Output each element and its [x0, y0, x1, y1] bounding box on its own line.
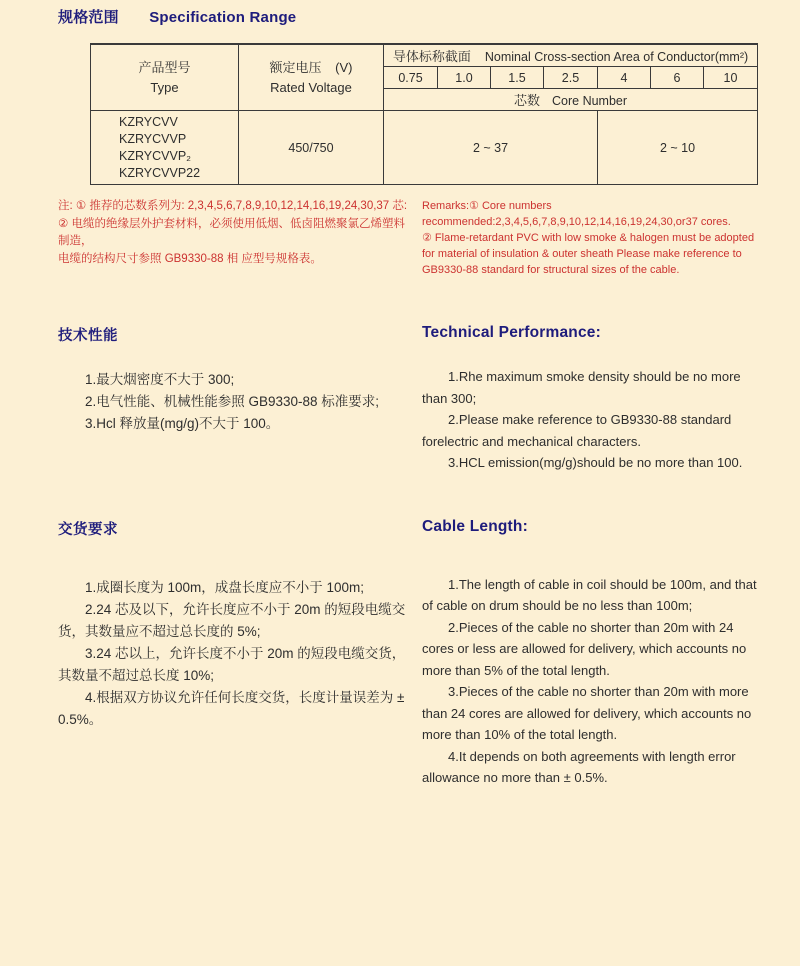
- header-voltage-unit: (V): [335, 59, 353, 75]
- remarks-en-para2: ② Flame-retardant PVC with low smoke & halogen must be adopted for material of insulation & outer sheath Please make reference to GB9330-88 standard for structural sizes of the cable.: [422, 232, 755, 276]
- remarks-zh: [58, 198, 410, 268]
- delivery-zh-item: 2.24 芯及以下，允许长度应不小于 20m 的短段电缆交货，其数量应不超过总长度的 5%;: [58, 601, 406, 639]
- cell-core-range-large-sizes: 2 ~ 10: [598, 111, 758, 185]
- header-conductor-zh: 导体标称截面: [392, 49, 471, 64]
- page-title: [58, 6, 765, 27]
- delivery-zh-item: 3.24 芯以上，允许长度不小于 20m 的短段电缆交货，其数量不超过总长度 10%;: [58, 645, 406, 683]
- delivery-requirements-zh: [58, 518, 410, 731]
- header-cell-type: [91, 44, 239, 111]
- technical-performance-row: [58, 324, 765, 474]
- cell-core-range-small-sizes: 2 ~ 37: [384, 111, 598, 185]
- cable-length-heading-en: Cable Length:: [422, 517, 528, 535]
- technical-performance-en: [422, 324, 767, 474]
- header-voltage-zh: 额定电压: [269, 59, 322, 75]
- technical-en-item: 3.HCL emission(mg/g)should be no more than 100.: [448, 455, 743, 470]
- core-number-en: Core Number: [552, 94, 628, 108]
- core-number-zh: 芯数: [513, 93, 540, 108]
- delivery-heading-zh: 交货要求: [58, 521, 118, 538]
- size-cell: 1.0: [438, 67, 491, 89]
- header-voltage-en: Rated Voltage: [270, 79, 352, 95]
- cell-product-types: [91, 111, 239, 185]
- product-type: KZRYCVV: [119, 114, 178, 129]
- cable-length-en-item: 1.The length of cable in coil should be 100m, and that of cable on drum should be no less than 100m;: [422, 576, 757, 613]
- delivery-requirements-row: [58, 518, 765, 789]
- technical-performance-zh: [58, 324, 410, 435]
- header-cell-voltage: [239, 44, 384, 111]
- technical-en-item: 2.Please make reference to GB9330-88 standard forelectric and mechanical characters.: [422, 412, 732, 449]
- technical-en-item: 1.Rhe maximum smoke density should be no more than 300;: [422, 369, 741, 406]
- size-cell: 6: [651, 67, 704, 89]
- size-cell: 1.5: [491, 67, 544, 89]
- remarks-en-para1: Remarks:① Core numbers recommended:2,3,4,5,6,7,8,9,10,12,14,16,19,24,30,or37 cores.: [422, 200, 731, 228]
- technical-heading-zh: 技术性能: [58, 328, 118, 344]
- page-title-en: Specification Range: [149, 9, 297, 26]
- remarks-row: [58, 198, 765, 278]
- specification-table: [90, 43, 758, 185]
- remarks-zh-line3: 电缆的结构尺寸参照 GB9330-88 相 应型号规格表。: [58, 252, 322, 265]
- size-cell: 2.5: [544, 67, 598, 89]
- remarks-zh-line1: 注: ① 推荐的芯数系列为: 2,3,4,5,6,7,8,9,10,12,14,16,19,24,30,37 芯:: [58, 200, 408, 212]
- size-cell: 4: [598, 67, 651, 89]
- header-cell-conductor: [384, 44, 758, 67]
- technical-zh-item: 3.Hcl 释放量(mg/g)不大于 100。: [85, 416, 280, 431]
- remarks-en: [422, 198, 767, 278]
- header-type-zh: 产品型号: [138, 59, 191, 75]
- remarks-zh-line2: ② 电缆的绝缘层外护套材料，必须使用低烟、低卤阻燃聚氯乙烯塑料制造，: [58, 217, 406, 247]
- cable-length-en: [422, 518, 767, 789]
- delivery-zh-item: 4.根据双方协议允许任何长度交货，长度计量误差为 ± 0.5%。: [58, 689, 405, 727]
- header-conductor-en: Nominal Cross-section Area of Conductor(mm²): [484, 50, 749, 64]
- cable-length-en-item: 2.Pieces of the cable no shorter than 20m with 24 cores or less are allowed for delivery, which accounts no more than 5% of the total length.: [422, 619, 747, 678]
- product-type: KZRYCVVP22: [119, 165, 201, 180]
- header-cell-core-number: [384, 89, 758, 111]
- size-cell: 0.75: [384, 67, 438, 89]
- page-title-zh: 规格范围: [58, 9, 119, 26]
- product-type: KZRYCVVP₂: [119, 148, 192, 163]
- product-type: KZRYCVVP: [119, 131, 187, 146]
- cable-length-en-item: 3.Pieces of the cable no shorter than 20m with more than 24 cores are allowed for delivery, which accounts no more than 10% of the total length.: [422, 684, 752, 742]
- technical-zh-item: 2.电气性能、机械性能参照 GB9330-88 标准要求;: [85, 394, 380, 409]
- cell-rated-voltage: 450/750: [239, 111, 384, 185]
- delivery-zh-item: 1.成圈长度为 100m，成盘长度应不小于 100m;: [85, 579, 365, 595]
- size-cell: 10: [704, 67, 758, 89]
- header-type-en: Type: [150, 79, 179, 95]
- technical-heading-en: Technical Performance:: [422, 324, 601, 341]
- technical-zh-item: 1.最大烟密度不大于 300;: [85, 372, 235, 387]
- cable-length-en-item: 4.It depends on both agreements with length error allowance no more than ± 0.5%.: [422, 748, 736, 785]
